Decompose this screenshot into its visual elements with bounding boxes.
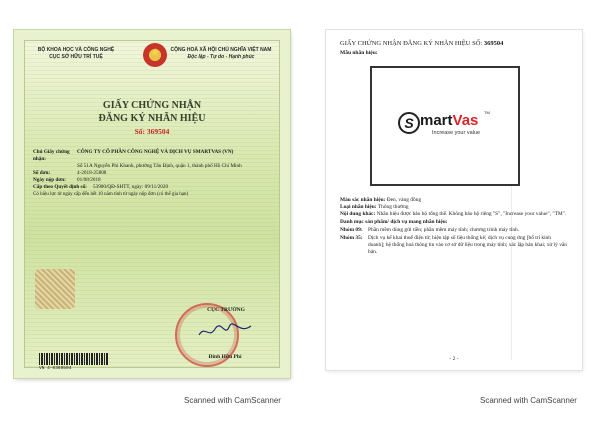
scanner-watermark-right: Scanned with CamScanner <box>480 396 577 405</box>
filing-date-value: 01/08/2018 <box>77 177 101 183</box>
ministry-name: BỘ KHOA HỌC VÀ CÔNG NGHỆ <box>37 47 115 53</box>
scanner-watermark-left: Scanned with CamScanner <box>184 396 281 405</box>
certificate-number: Số: 369504 <box>134 127 170 136</box>
trademark-details <box>340 197 568 257</box>
barcode <box>39 353 109 365</box>
national-motto: Độc lập - Tự do - Hạnh phúc <box>187 54 255 60</box>
type-value: Thông thường <box>377 204 409 211</box>
page2-header-text: GIẤY CHỨNG NHẬN ĐĂNG KÝ NHÃN HIỆU SỐ: <box>340 40 483 47</box>
address-label-spacer <box>33 163 77 170</box>
title-line-2: ĐĂNG KÝ NHÃN HIỆU <box>98 113 206 124</box>
owner-label: Chủ Giấy chứng nhận: <box>33 149 70 162</box>
page2-header-number: 369504 <box>483 40 504 47</box>
color-label: Màu sắc nhãn hiệu: <box>340 197 386 203</box>
republic-name: CỘNG HOÀ XÃ HỘI CHỦ NGHĨA VIỆT NAM <box>170 47 272 53</box>
republic-heading <box>169 47 273 61</box>
serial-number: VN 4-0369504 <box>39 366 72 371</box>
logo-mart: mart <box>420 112 453 129</box>
decision-label: Cấp theo Quyết định số: <box>33 184 87 190</box>
star-icon: ★ <box>150 47 160 59</box>
logo-tagline: Increase your value <box>432 130 480 136</box>
goods-label: Danh mục sản phẩm/ dịch vụ mang nhãn hiệu: <box>340 218 448 225</box>
decision-value: 53900/QĐ-SHTT, ngày: 09/11/2020 <box>93 184 169 190</box>
logo-vas: Vas <box>452 112 479 129</box>
filing-date-label: Ngày nộp đơn: <box>33 177 66 183</box>
filing-date-row <box>33 177 273 184</box>
class-09-row <box>340 227 568 234</box>
title-line-1: GIẤY CHỨNG NHẬN <box>102 100 202 111</box>
class-35-value: Dịch vụ kế khai thuế điện tử; hiện tập số liệu thống kê; dịch vụ cung ứng [bố trí kinh doanh]; hệ thống hoá thông tin vào cơ sở dữ liệu trong máy tính; xác lập bản khai; xử lý văn bản. <box>368 235 567 256</box>
certificate-page <box>14 30 290 378</box>
logo-wordmark <box>420 112 478 129</box>
decision-row <box>33 184 273 191</box>
class-35-label: Nhóm 35: <box>340 235 363 242</box>
logo-s-icon: S <box>398 112 420 134</box>
mark-sample-label: Mẫu nhãn hiệu: <box>340 50 378 56</box>
class-35-row <box>340 235 568 257</box>
address-row <box>33 163 273 170</box>
protection-value: Nhãn hiệu được bảo hộ tổng thể. Không bảo hộ riêng "S", "Increase your value", "TM". <box>376 211 567 218</box>
certificate-info <box>33 149 273 199</box>
application-number-row <box>33 170 273 177</box>
logo-tm: TM <box>484 110 490 115</box>
validity-note: Có hiệu lực từ ngày cấp đến hết 10 năm tính từ ngày nộp đơn (có thể gia hạn) <box>33 192 189 197</box>
application-number-value: 4-2018-25808 <box>77 170 107 176</box>
certificate-title <box>25 99 279 125</box>
certificate-border <box>24 40 280 371</box>
protection-label: Nội dung khác: <box>340 211 376 218</box>
ministry-heading <box>31 47 121 61</box>
color-value: Đen, vàng đồng <box>386 197 422 203</box>
signature-icon <box>195 321 255 341</box>
director-name: Đinh Hữu Phí <box>208 354 242 360</box>
goods-heading <box>340 219 568 226</box>
type-label: Loại nhãn hiệu: <box>340 204 377 211</box>
director-title: CỤC TRƯỞNG <box>207 307 245 313</box>
page2-header <box>340 40 503 48</box>
office-name: CỤC SỞ HỮU TRÍ TUỆ <box>49 54 103 60</box>
application-number-label: Số đơn: <box>33 170 51 176</box>
trademark-logo <box>370 66 520 186</box>
class-09-value: Phần mềm dùng gửi tiền; phần mềm máy tính; chương trình máy tính. <box>368 226 520 233</box>
national-emblem-icon <box>143 43 167 67</box>
class-09-label: Nhóm 09: <box>340 226 363 233</box>
owner-row <box>33 149 273 163</box>
owner-value: CÔNG TY CỔ PHẦN CÔNG NGHỆ VÀ DỊCH VỤ SMARTVAS (VN) <box>77 149 234 155</box>
certificate-page-2 <box>326 30 582 370</box>
hologram-seal <box>35 269 75 309</box>
color-row <box>340 197 568 204</box>
protection-row <box>340 211 568 218</box>
page-number: - 2 - <box>449 356 459 362</box>
address-value: Số 51A Nguyễn Phi Khanh, phường Tân Định, quận 1, thành phố Hồ Chí Minh <box>77 163 242 169</box>
